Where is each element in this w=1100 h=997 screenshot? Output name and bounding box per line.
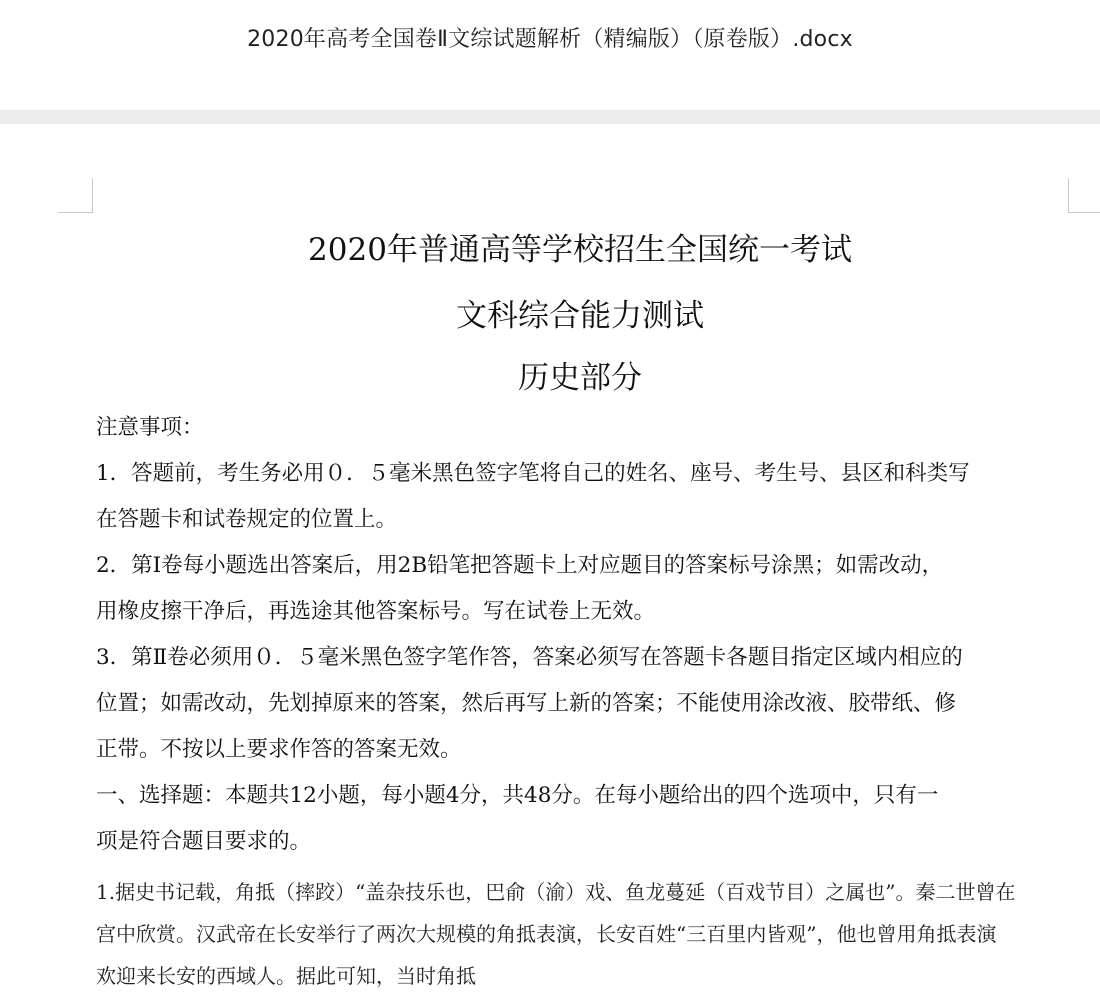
document-filename: 2020年高考全国卷Ⅱ文综试题解析（精编版）（原卷版）.docx [247, 27, 853, 52]
margin-corner-mark-right [1068, 178, 1100, 213]
question-1 [96, 871, 1071, 997]
notice-line: 在答题卡和试卷规定的位置上。 [96, 507, 398, 532]
exam-title: 2020年普通高等学校招生全国统一考试 [308, 232, 852, 268]
document-page[interactable] [0, 124, 1100, 990]
notice-line: 用橡皮擦干净后，再选途其他答案标号。写在试卷上无效。 [96, 599, 656, 624]
section-instruction-line: 一、选择题：本题共12小题，每小题4分，共48分。在每小题给出的四个选项中，只有一 [96, 783, 939, 808]
notice-line: 3．第Ⅱ卷必须用０．５毫米黑色签字笔作答，答案必须写在答题卡各题目指定区域内相应的 [96, 645, 963, 670]
notice-section [96, 405, 1066, 865]
section-title: 历史部分 [518, 360, 642, 396]
question-line: 宫中欣赏。汉武帝在长安举行了两次大规模的角抵表演，长安百姓“三百里内皆观”，他也曾用角抵表演 [96, 922, 997, 946]
exam-subtitle: 文科综合能力测试 [456, 298, 704, 334]
notice-heading: 注意事项： [96, 415, 204, 440]
notice-line: 位置；如需改动，先划掉原来的答案，然后再写上新的答案；不能使用涂改液、胶带纸、修 [96, 691, 957, 716]
section-instruction-line: 项是符合题目要求的。 [96, 829, 312, 854]
margin-corner-mark-left [58, 178, 93, 213]
notice-line: 正带。不按以上要求作答的答案无效。 [96, 737, 462, 762]
window-titlebar [0, 0, 1100, 110]
question-line: 1.据史书记载，角抵（摔跤）“盖杂技乐也，巴俞（渝）戏、鱼龙蔓延（百戏节目）之属也”。秦二世曾在 [96, 880, 1016, 904]
notice-line: 1．答题前，考生务必用０．５毫米黑色签字笔将自己的姓名、座号、考生号、县区和科类写 [96, 461, 970, 486]
viewer-background-band [0, 110, 1100, 124]
notice-line: 2．第Ⅰ卷每小题选出答案后，用2B铅笔把答题卡上对应题目的答案标号涂黑；如需改动， [96, 553, 944, 578]
question-line: 欢迎来长安的西域人。据此可知，当时角抵 [96, 964, 476, 988]
